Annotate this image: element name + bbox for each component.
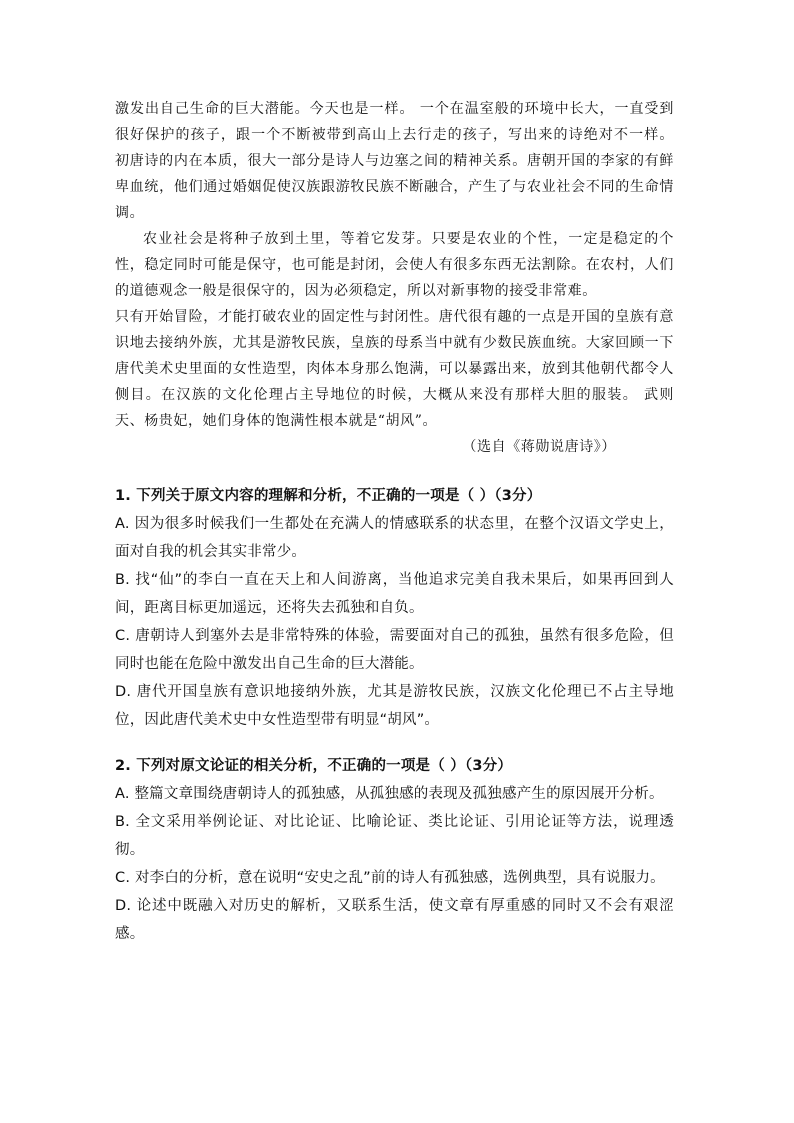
option-c: C. 唐朝诗人到塞外去是非常特殊的体验，需要面对自己的孤独，虽然有很多危险，但同时也能在危险中激发出自己生命的巨大潜能。	[115, 628, 674, 672]
option-c: C. 对李白的分析，意在说明“安史之乱”前的诗人有孤独感，选例典型，具有说服力。	[115, 870, 665, 886]
option-a: A. 整篇文章围绕唐朝诗人的孤独感，从孤独感的表现及孤独感产生的原因展开分析。	[115, 786, 664, 802]
question-1	[115, 482, 674, 734]
option-b: B. 找“仙”的李白一直在天上和人间游离，当他追求完美自我未果后，如果再回到人间，距离目标更加遥远，还将失去孤独和自负。	[115, 572, 674, 616]
passage-paragraph: 农业社会是将种子放到土里，等着它发芽。只要是农业的个性，一定是稳定的个性，稳定同时可能是保守，也可能是封闭，会使人有很多东西无法割除。在农村，人们的道德观念一般是很保守的，因为必须稳定，所以对新事物的接受非常难。	[115, 231, 674, 299]
option-a: A. 因为很多时候我们一生都处在充满人的情感联系的状态里，在整个汉语文学史上，面对自我的机会其实非常少。	[115, 516, 674, 560]
question-stem: 1. 下列关于原文内容的理解和分析，不正确的一项是（ ）（3分）	[115, 488, 542, 504]
passage-paragraph: 激发出自己生命的巨大潜能。今天也是一样。 一个在温室般的环境中长大，一直受到很好保护的孩子，跟一个不断被带到高山上去行走的孩子，写出来的诗绝对不一样。 初唐诗的内在本质，很大一部分是诗人与边塞之间的精神关系。唐朝开国的李家的有鲜卑血统，他们通过婚姻促使汉族跟游牧民族不断融合，产生了与农业社会不同的生命情调。	[115, 101, 674, 221]
option-d: D. 论述中既融入对历史的解析，又联系生活，使文章有厚重感的同时又不会有艰涩感。	[115, 898, 674, 942]
question-2	[115, 752, 674, 948]
option-b: B. 全文采用举例论证、对比论证、比喻论证、类比论证、引用论证等方法，说理透彻。	[115, 814, 674, 858]
question-stem: 2. 下列对原文论证的相关分析，不正确的一项是（ ）（3分）	[115, 758, 513, 774]
reading-passage	[115, 96, 674, 434]
option-d: D. 唐代开国皇族有意识地接纳外族，尤其是游牧民族，汉族文化伦理已不占主导地位，因此唐代美术史中女性造型带有明显“胡风”。	[115, 684, 674, 728]
passage-paragraph: 只有开始冒险，才能打破农业的固定性与封闭性。唐代很有趣的一点是开国的皇族有意识地去接纳外族，尤其是游牧民族，皇族的母系当中就有少数民族血统。大家回顾一下唐代美术史里面的女性造型，肉体本身那么饱满，可以暴露出来，放到其他朝代都令人侧目。在汉族的文化伦理占主导地位的时候，大概从来没有那样大胆的服装。 武则天、杨贵妃，她们身体的饱满性根本就是“胡风”。	[115, 309, 674, 429]
passage-source: （选自《蒋勋说唐诗》）	[462, 439, 616, 455]
